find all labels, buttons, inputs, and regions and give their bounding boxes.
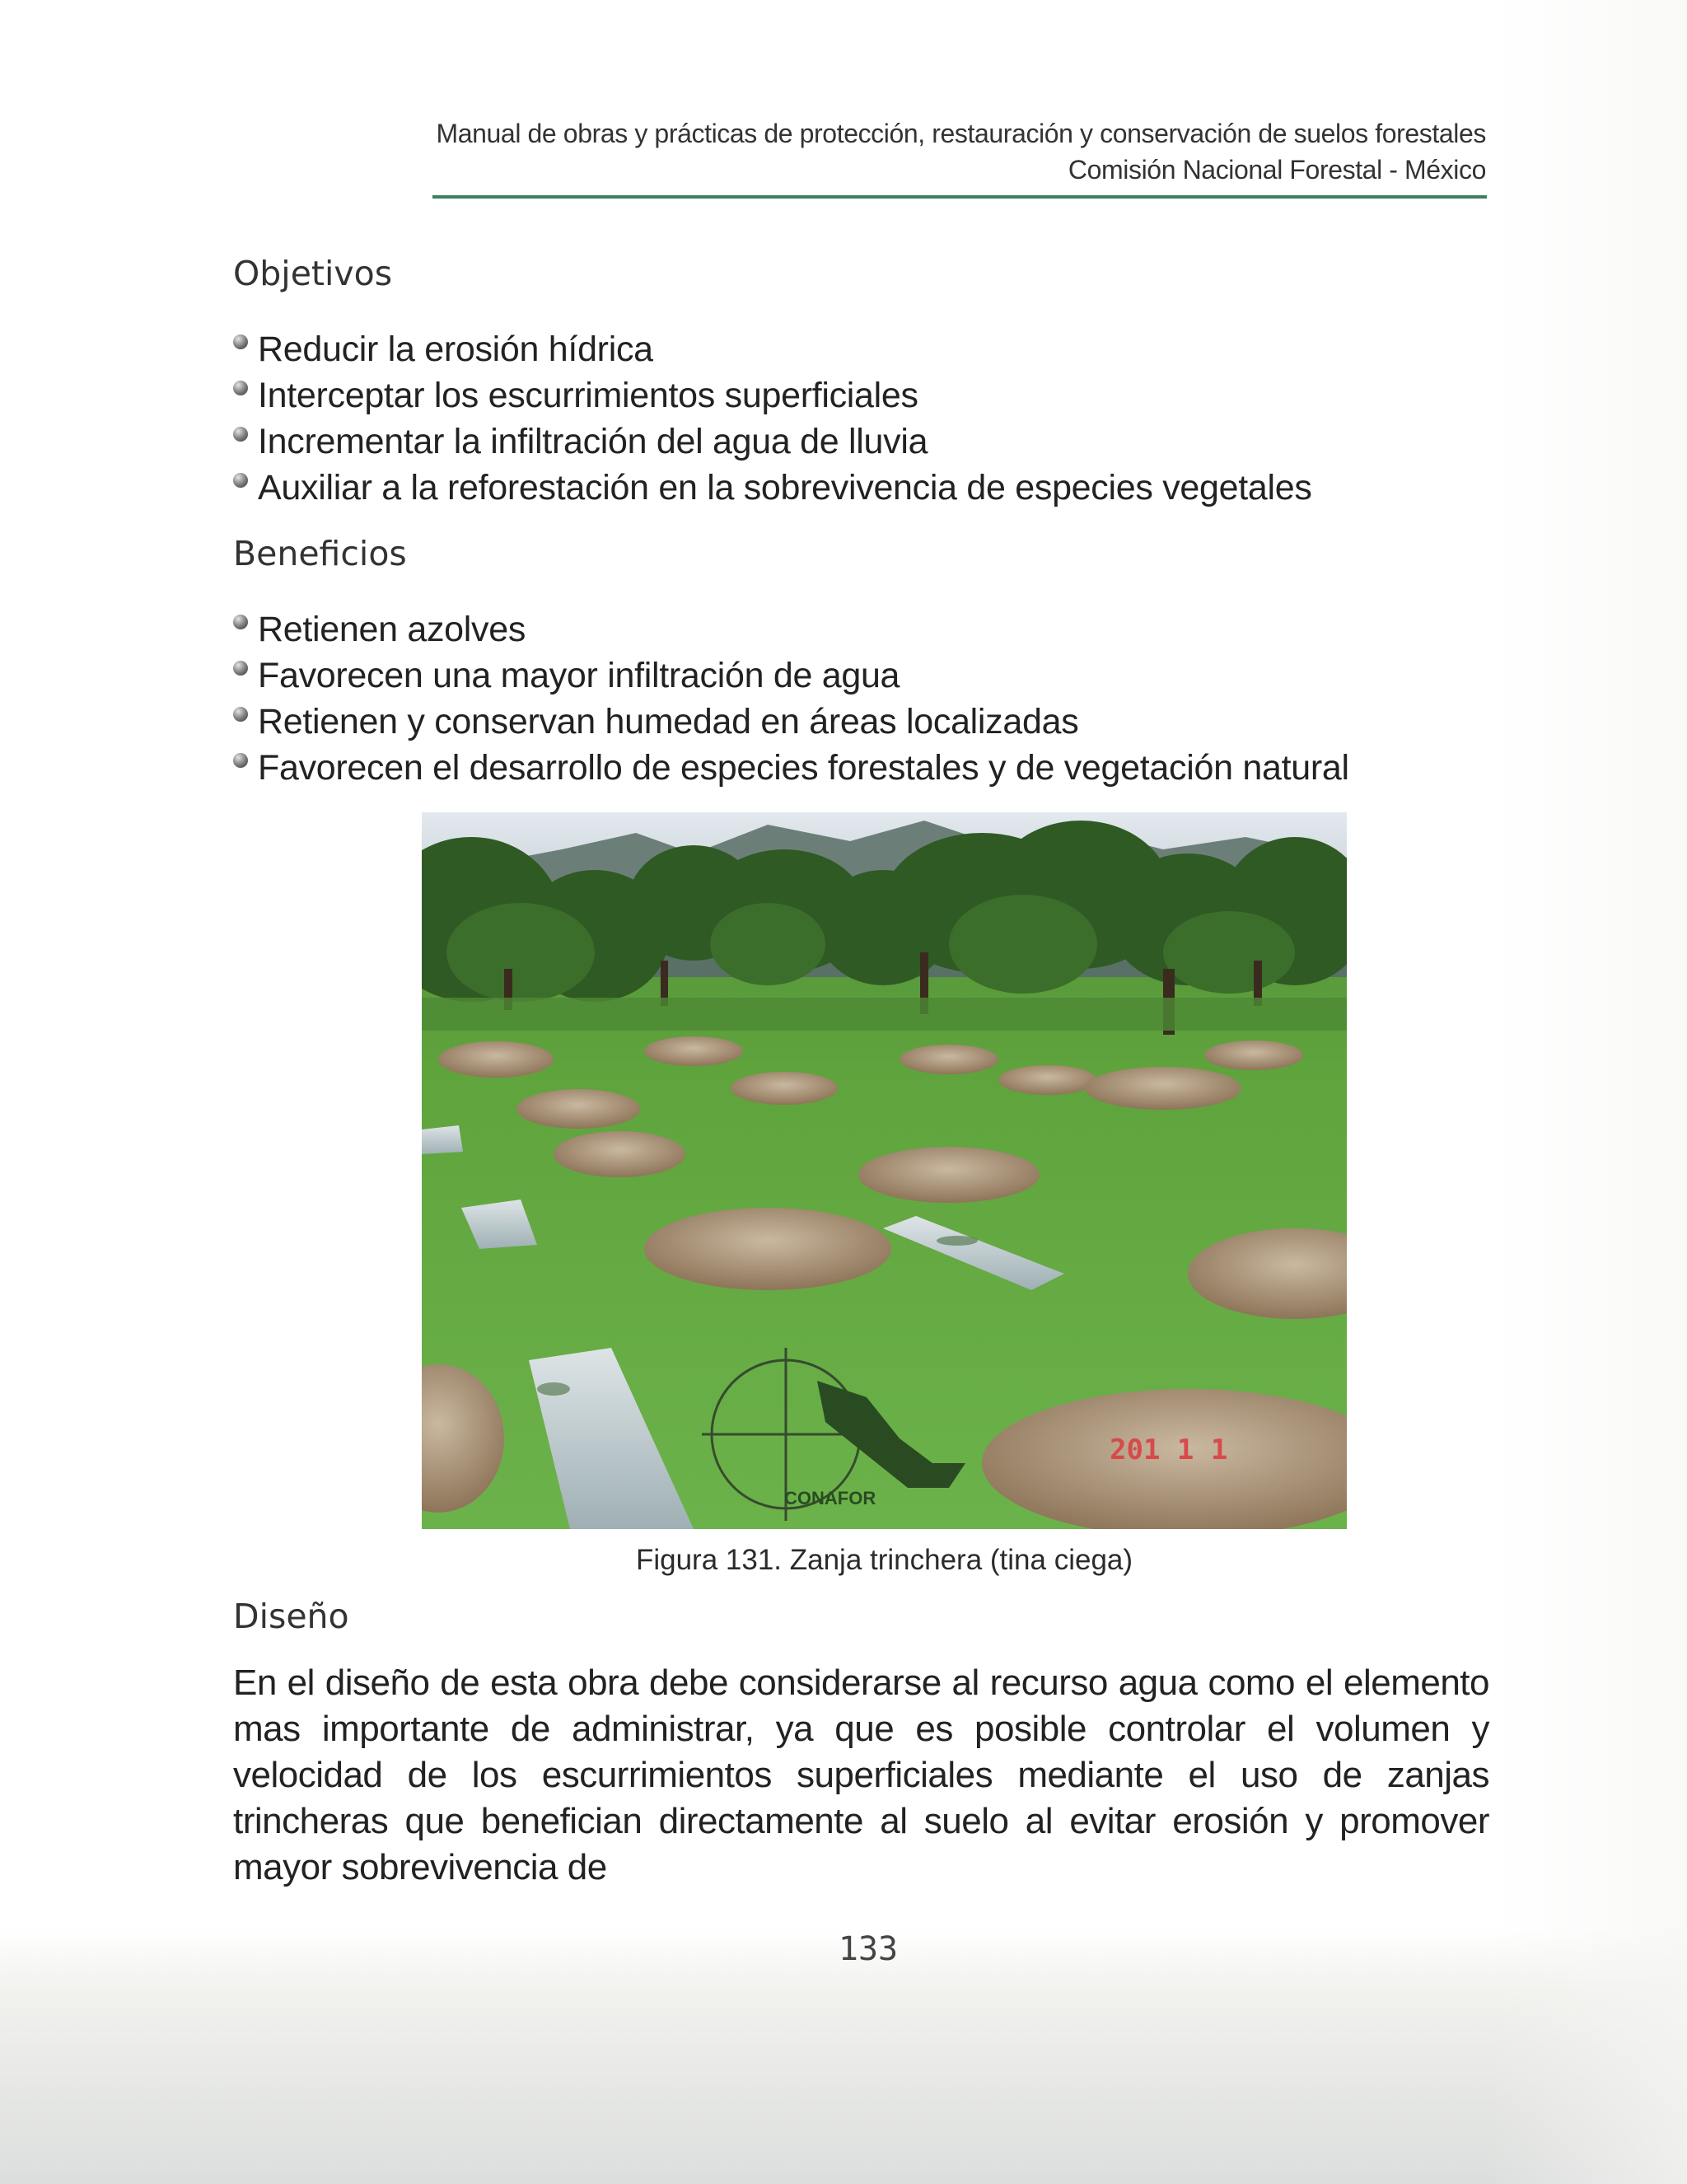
bullet-icon	[233, 753, 248, 768]
bullet-icon	[233, 707, 248, 722]
page-edge-shade	[1489, 0, 1687, 2184]
list-item-text: Incrementar la infiltración del agua de lluvia	[258, 422, 928, 461]
bullet-icon	[233, 381, 248, 395]
diseno-heading: Diseño	[233, 1597, 349, 1636]
objetivos-heading: Objetivos	[233, 254, 393, 293]
header-rule	[432, 195, 1487, 199]
list-item	[233, 606, 1349, 652]
list-item-text: Favorecen una mayor infiltración de agua	[258, 656, 900, 695]
list-item	[233, 745, 1349, 791]
figure-photo	[422, 812, 1347, 1529]
objetivos-list	[233, 326, 1312, 511]
bullet-icon	[233, 661, 248, 676]
beneficios-heading: Beneficios	[233, 534, 407, 573]
beneficios-list	[233, 606, 1349, 791]
list-item-text: Auxiliar a la reforestación en la sobrevivencia de especies vegetales	[258, 468, 1312, 507]
list-item-text: Reducir la erosión hídrica	[258, 330, 653, 369]
header-subtitle: Comisión Nacional Forestal - México	[1068, 155, 1486, 185]
date-stamp: 201 1 1	[1110, 1433, 1228, 1466]
list-item	[233, 465, 1312, 511]
list-item-text: Retienen y conservan humedad en áreas localizadas	[258, 702, 1079, 741]
list-item-text: Favorecen el desarrollo de especies forestales y de vegetación natural	[258, 748, 1349, 788]
list-item	[233, 372, 1312, 419]
diseno-paragraph: En el diseño de esta obra debe considerarse al recurso agua como el elemento mas importante de administrar, ya que es posible controlar el volumen y velocidad de los escurrimientos superficiales mediante el uso de zanjas trincheras que benefician directamente al suelo al evitar erosión y promover mayor sobrevivencia de	[233, 1663, 1489, 1887]
list-item	[233, 326, 1312, 372]
header-title: Manual de obras y prácticas de protección, restauración y conservación de suelos forestales	[436, 119, 1486, 148]
list-item	[233, 419, 1312, 465]
list-item	[233, 652, 1349, 699]
bullet-icon	[233, 615, 248, 629]
bullet-icon	[233, 427, 248, 442]
running-header	[428, 115, 1486, 188]
list-item-text: Interceptar los escurrimientos superficiales	[258, 376, 918, 415]
trench-field-photo	[422, 812, 1347, 1529]
bullet-icon	[233, 334, 248, 349]
list-item	[233, 699, 1349, 745]
list-item-text: Retienen azolves	[258, 610, 526, 649]
watermark-text: CONAFOR	[784, 1488, 876, 1508]
bullet-icon	[233, 473, 248, 488]
figure-caption: Figura 131. Zanja trinchera (tina ciega)	[635, 1544, 1133, 1576]
page-number: 133	[838, 1930, 899, 1968]
